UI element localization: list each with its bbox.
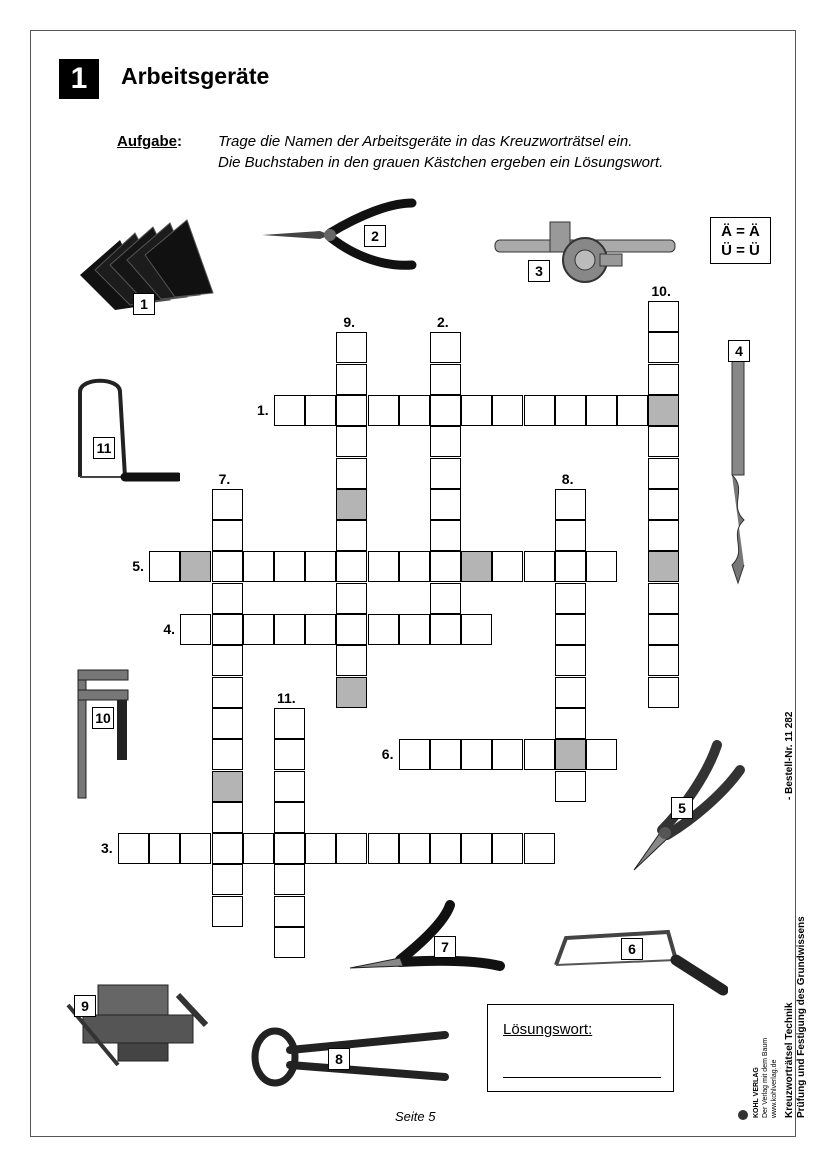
crossword-cell[interactable]: [430, 583, 461, 614]
tool-tag-9: 9: [74, 995, 96, 1017]
crossword-cell[interactable]: [430, 833, 461, 864]
crossword-cell[interactable]: [555, 395, 586, 426]
crossword-cell[interactable]: [368, 614, 399, 645]
crossword-cell[interactable]: [336, 364, 367, 395]
crossword-cell[interactable]: [336, 458, 367, 489]
crossword-cell[interactable]: [274, 927, 305, 958]
crossword-cell[interactable]: [274, 833, 305, 864]
crossword-cell[interactable]: [399, 739, 430, 770]
crossword-cell[interactable]: [430, 489, 461, 520]
crossword-cell[interactable]: [368, 395, 399, 426]
tool-tag-3: 3: [528, 260, 550, 282]
crossword-cell[interactable]: [212, 802, 243, 833]
tool-tag-10: 10: [92, 707, 114, 729]
crossword-cell[interactable]: [430, 395, 461, 426]
crossword-cell[interactable]: [555, 489, 586, 520]
crossword-cell[interactable]: [430, 739, 461, 770]
wire-stripper-icon: [345, 900, 505, 990]
crossword-cell[interactable]: [336, 426, 367, 457]
clue-number-across: 1.: [257, 401, 269, 418]
crossword-cell[interactable]: [430, 426, 461, 457]
crossword-cell[interactable]: [149, 551, 180, 582]
crossword-cell[interactable]: [430, 364, 461, 395]
crossword-cell[interactable]: [399, 395, 430, 426]
crossword-cell[interactable]: [586, 551, 617, 582]
crossword-cell[interactable]: [368, 833, 399, 864]
crossword-cell[interactable]: [212, 520, 243, 551]
crossword-cell[interactable]: [212, 677, 243, 708]
auger-bit-icon: [718, 355, 758, 585]
order-number: - Bestell-Nr. 11 282: [784, 711, 795, 800]
crossword-cell[interactable]: [212, 583, 243, 614]
publisher-name: KOHL VERLAG: [753, 1067, 760, 1118]
crossword-cell[interactable]: [274, 896, 305, 927]
end-cutting-pliers-icon: [250, 1025, 450, 1090]
crossword-cell[interactable]: [212, 614, 243, 645]
tool-tag-1: 1: [133, 293, 155, 315]
crossword-cell[interactable]: [118, 833, 149, 864]
clue-number-across: 5.: [132, 558, 144, 575]
crossword-cell[interactable]: [336, 645, 367, 676]
crossword-cell[interactable]: [524, 833, 555, 864]
clue-number-down: 8.: [561, 470, 574, 487]
solution-label: [503, 1021, 592, 1038]
crossword-cell[interactable]: [274, 614, 305, 645]
solution-cell[interactable]: [648, 551, 679, 582]
clue-number-across: 4.: [163, 621, 176, 637]
crossword-cell[interactable]: [180, 614, 211, 645]
crossword-cell[interactable]: [336, 583, 367, 614]
crossword-cell[interactable]: [274, 708, 305, 739]
crossword-cell[interactable]: [461, 614, 492, 645]
clue-number-down: 9.: [343, 314, 356, 331]
tool-tag-6: 6: [621, 938, 643, 960]
clue-number-across: 6.: [381, 746, 394, 763]
crossword-cell[interactable]: [648, 426, 679, 457]
tool-tag-2: 2: [364, 225, 386, 247]
tool-tag-11: 11: [93, 437, 115, 459]
crossword-cell[interactable]: [274, 864, 305, 895]
task-line-1: Trage die Namen der Arbeitsgeräte in das Kreuzworträtsel ein.: [218, 133, 633, 150]
crossword-cell[interactable]: [274, 771, 305, 802]
crossword-cell[interactable]: [555, 551, 586, 582]
crossword-cell[interactable]: [648, 645, 679, 676]
task-line-2: Die Buchstaben in den grauen Kästchen ergeben ein Lösungswort.: [218, 154, 664, 171]
side-text-line-2: Prüfung und Festigung des Grundwissens: [796, 916, 807, 1118]
crossword-cell[interactable]: [430, 551, 461, 582]
crossword-cell[interactable]: [492, 739, 523, 770]
solution-cell[interactable]: [336, 677, 367, 708]
chapter-badge: 1: [59, 59, 99, 99]
crossword-cell[interactable]: [648, 301, 679, 332]
crossword-cell[interactable]: [617, 395, 648, 426]
crossword-cell[interactable]: [336, 551, 367, 582]
crossword-cell[interactable]: [648, 332, 679, 363]
page-title: Arbeitsgeräte: [121, 63, 270, 89]
crossword-cell[interactable]: [430, 614, 461, 645]
crossword-cell[interactable]: [555, 520, 586, 551]
solution-label-text: Lösungswort: [503, 1021, 589, 1038]
crossword-cell[interactable]: [648, 677, 679, 708]
umlaut-hint-1: Ä = Ä: [721, 222, 760, 240]
crossword-cell[interactable]: [430, 458, 461, 489]
crossword-cell[interactable]: [492, 395, 523, 426]
clue-number-down: 11.: [277, 689, 296, 706]
hacksaw-icon: [548, 920, 728, 1000]
publisher-imprint: [752, 1038, 779, 1118]
crossword-cell[interactable]: [212, 739, 243, 770]
task-label-text: Aufgabe: [117, 133, 177, 150]
crossword-cell[interactable]: [555, 677, 586, 708]
crossword-cell[interactable]: [336, 520, 367, 551]
crossword-cell[interactable]: [336, 614, 367, 645]
crossword-cell[interactable]: [212, 645, 243, 676]
crossword-cell[interactable]: [524, 395, 555, 426]
coping-saw-icon: [70, 372, 180, 487]
crossword-cell[interactable]: [274, 395, 305, 426]
crossword-cell[interactable]: [648, 614, 679, 645]
clue-number-down: 2.: [437, 314, 449, 331]
crossword-cell[interactable]: [305, 551, 336, 582]
crossword-cell[interactable]: [368, 551, 399, 582]
solution-write-line[interactable]: [503, 1077, 661, 1078]
publisher-slogan: Der Verlag mit dem Baum: [762, 1037, 769, 1118]
side-series-text: [784, 916, 808, 1118]
clue-number-across: 3.: [101, 840, 113, 857]
screw-clamp-icon: [72, 665, 142, 800]
umlaut-hint-2: Ü = Ü: [721, 241, 760, 259]
crossword-cell[interactable]: [399, 614, 430, 645]
crossword-cell[interactable]: [524, 739, 555, 770]
crossword-cell[interactable]: [524, 551, 555, 582]
chuck-key-icon: [490, 212, 680, 287]
tool-tag-7: 7: [434, 936, 456, 958]
crossword-cell[interactable]: [648, 520, 679, 551]
solution-cell[interactable]: [648, 395, 679, 426]
solution-cell[interactable]: [180, 551, 211, 582]
crossword-cell[interactable]: [212, 864, 243, 895]
crossword-cell[interactable]: [336, 833, 367, 864]
solution-cell[interactable]: [212, 771, 243, 802]
crossword-cell[interactable]: [648, 364, 679, 395]
crossword-cell[interactable]: [555, 614, 586, 645]
solution-box: [487, 1004, 674, 1092]
crossword-cell[interactable]: [399, 833, 430, 864]
crossword-cell[interactable]: [492, 833, 523, 864]
crossword-cell[interactable]: [274, 739, 305, 770]
crossword-cell[interactable]: [555, 771, 586, 802]
crossword-cell[interactable]: [430, 332, 461, 363]
clue-number-down: 10.: [651, 283, 671, 299]
crossword-cell[interactable]: [305, 614, 336, 645]
crossword-cell[interactable]: [555, 583, 586, 614]
crossword-cell[interactable]: [555, 645, 586, 676]
crossword-cell[interactable]: [212, 833, 243, 864]
crossword-cell[interactable]: [461, 833, 492, 864]
tool-tag-4: 4: [728, 340, 750, 362]
crossword-cell[interactable]: [149, 833, 180, 864]
crossword-cell[interactable]: [305, 395, 336, 426]
crossword-cell[interactable]: [555, 708, 586, 739]
crossword-cell[interactable]: [336, 395, 367, 426]
crossword-cell[interactable]: [648, 489, 679, 520]
crossword-cell[interactable]: [586, 395, 617, 426]
page-number: Seite 5: [395, 1109, 436, 1124]
crossword-cell[interactable]: [274, 802, 305, 833]
solution-label-colon: :: [588, 1021, 593, 1038]
crossword-cell[interactable]: [180, 833, 211, 864]
crossword-cell[interactable]: [212, 708, 243, 739]
solution-cell[interactable]: [336, 489, 367, 520]
crossword-cell[interactable]: [243, 551, 274, 582]
publisher-url: www.kohlverlag.de: [771, 1059, 778, 1118]
crossword-cell[interactable]: [648, 583, 679, 614]
crossword-cell[interactable]: [586, 739, 617, 770]
crossword-cell[interactable]: [461, 395, 492, 426]
crossword-cell[interactable]: [274, 551, 305, 582]
crossword-cell[interactable]: [212, 489, 243, 520]
crossword-cell[interactable]: [492, 551, 523, 582]
crossword-cell[interactable]: [243, 614, 274, 645]
solution-cell[interactable]: [555, 739, 586, 770]
crossword-cell[interactable]: [648, 458, 679, 489]
bench-vise-icon: [58, 975, 208, 1070]
crossword-cell[interactable]: [461, 739, 492, 770]
crossword-cell[interactable]: [336, 332, 367, 363]
crossword-cell[interactable]: [212, 896, 243, 927]
task-label-colon: :: [177, 133, 182, 150]
crossword-cell[interactable]: [305, 833, 336, 864]
needle-nose-pliers-icon: [260, 195, 420, 275]
crossword-cell[interactable]: [399, 551, 430, 582]
tool-tag-8: 8: [328, 1048, 350, 1070]
crossword-cell[interactable]: [430, 520, 461, 551]
tool-tag-5: 5: [671, 797, 693, 819]
clue-number-down: 7.: [218, 470, 231, 487]
crossword-cell[interactable]: [212, 551, 243, 582]
crossword-cell[interactable]: [243, 833, 274, 864]
side-text-line-1: Kreuzworträtsel Technik: [784, 1002, 795, 1118]
solution-cell[interactable]: [461, 551, 492, 582]
publisher-tree-icon: [738, 1110, 748, 1120]
